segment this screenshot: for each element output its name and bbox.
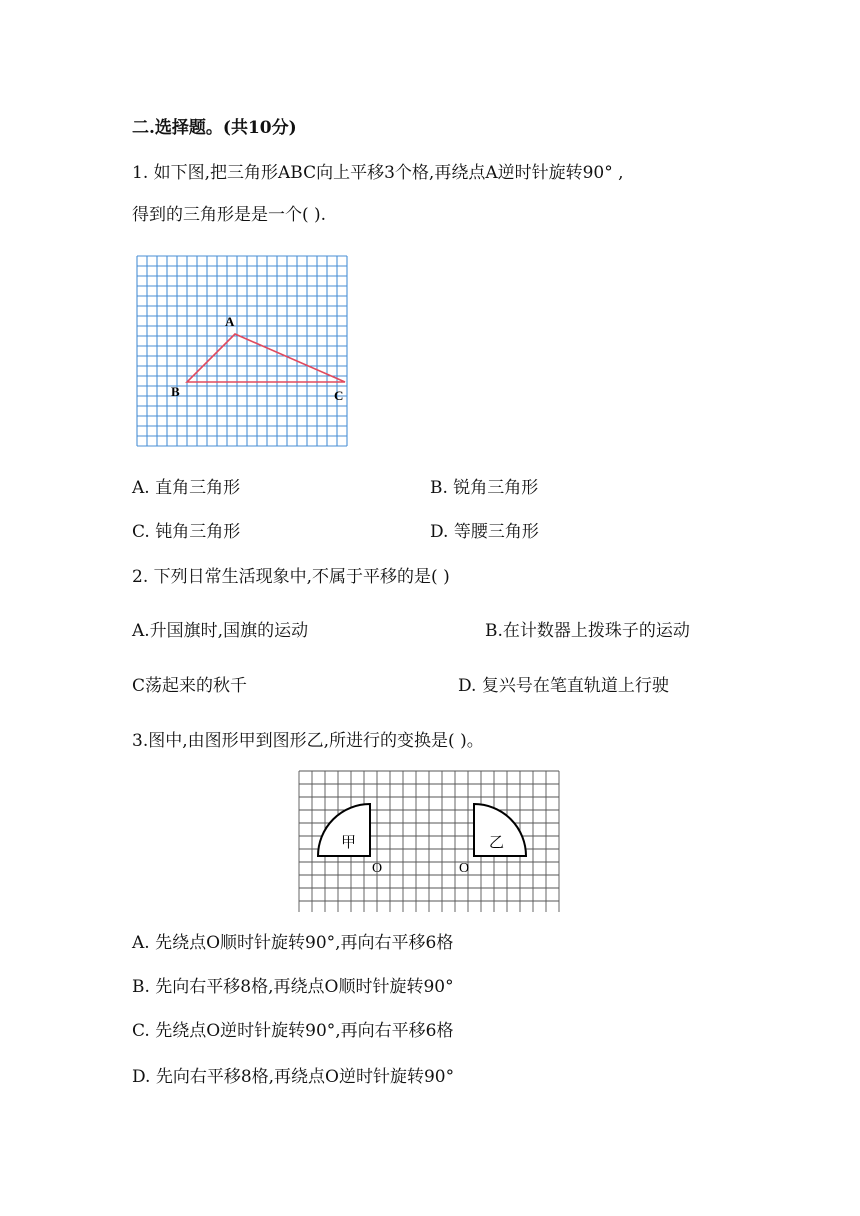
q3-transform-grid-figure bbox=[298, 770, 562, 916]
q3-option-b: B. 先向右平移8格,再绕点O顺时针旋转90° bbox=[132, 977, 454, 997]
q3-grid-svg bbox=[298, 770, 562, 912]
q1-option-d: D. 等腰三角形 bbox=[430, 522, 539, 542]
q3-stem: 3.图中,由图形甲到图形乙,所进行的变换是( )。 bbox=[132, 731, 484, 751]
q1-grid-svg bbox=[135, 254, 349, 450]
q1-stem-line1: 1. 如下图,把三角形ABC向上平移3个格,再绕点A逆时针旋转90° , bbox=[132, 163, 624, 183]
q3-option-a: A. 先绕点O顺时针旋转90°,再向右平移6格 bbox=[132, 933, 454, 953]
label-o-left: O bbox=[372, 861, 383, 876]
q2-option-b: B.在计数器上拨珠子的运动 bbox=[485, 621, 690, 641]
q2-option-a: A.升国旗时,国旗的运动 bbox=[132, 621, 309, 641]
q2-stem: 2. 下列日常生活现象中,不属于平移的是( ) bbox=[132, 567, 450, 587]
q1-grid-lines bbox=[137, 256, 347, 446]
q2-option-c: C荡起来的秋千 bbox=[132, 676, 248, 696]
q1-option-c: C. 钝角三角形 bbox=[132, 522, 241, 542]
q3-option-d: D. 先向右平移8格,再绕点O逆时针旋转90° bbox=[132, 1067, 455, 1087]
label-o-right: O bbox=[459, 861, 470, 876]
label-yi: 乙 bbox=[489, 835, 505, 851]
q1-option-b: B. 锐角三角形 bbox=[430, 478, 539, 498]
q1-stem-line2: 得到的三角形是是一个( ). bbox=[132, 205, 327, 225]
q1-option-a: A. 直角三角形 bbox=[132, 478, 241, 498]
label-b: B bbox=[171, 384, 180, 399]
q2-option-d: D. 复兴号在笔直轨道上行驶 bbox=[458, 676, 669, 696]
q3-option-c: C. 先绕点O逆时针旋转90°,再向右平移6格 bbox=[132, 1021, 454, 1041]
label-c: C bbox=[334, 388, 344, 403]
section-title: 二.选择题。(共10分) bbox=[132, 118, 297, 138]
label-a: A bbox=[225, 314, 235, 329]
label-jia: 甲 bbox=[341, 835, 357, 851]
triangle-abc bbox=[187, 334, 345, 382]
q1-triangle-grid-figure bbox=[135, 254, 349, 454]
